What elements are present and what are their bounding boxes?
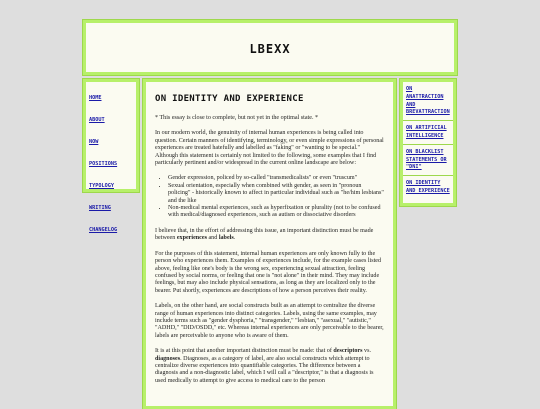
text-span: vs.	[362, 348, 371, 355]
draft-note: * This essay is close to complete, but not yet in the optimal state. *	[155, 115, 319, 121]
list-item: • Sexual orientation, especially when combined with gender, as seen in "pronoun policing" - historically known to affect in particular individual such as "he/him lesbians" and the like	[168, 183, 384, 205]
writing-link-blacklist-text[interactable]: ON BLACKLIST STATEMENTS OR "DNI"	[406, 148, 447, 171]
writing-link-anattraction-text[interactable]: ON ANATTRACTION AND BREVATTRACTION	[406, 86, 450, 116]
site-header	[83, 20, 457, 75]
writing-link-ai[interactable]	[406, 125, 450, 141]
text-span: It is at this point that another important distinction must be made: that of	[155, 348, 334, 355]
nav-link-home[interactable]: HOME	[89, 95, 102, 101]
nav-item-home[interactable]	[89, 86, 133, 104]
nav-link-about[interactable]: ABOUT	[89, 117, 105, 123]
divider	[403, 144, 453, 145]
nav-item-typology[interactable]	[89, 174, 133, 192]
text-span: I believe that, in the effort of addressing this issue, an important distinction must be made between	[155, 227, 374, 242]
nav-link-writing[interactable]: WRITING	[89, 205, 111, 211]
writing-link-ai-text[interactable]: ON ARTIFICIAL INTELLIGENCE	[406, 125, 447, 139]
examples-list	[155, 175, 384, 219]
left-sidebar	[83, 79, 139, 233]
nav-item-about[interactable]	[89, 108, 133, 126]
list-item: • Gender expression, policed by so-called "transmedicalists" or even "truscum"	[168, 175, 384, 182]
nav-link-typology[interactable]: TYPOLOGY	[89, 183, 114, 189]
site-title: LBEXX	[249, 42, 291, 56]
bold-term-diagnoses: diagnoses	[155, 355, 181, 362]
nav-link-now[interactable]: NOW	[89, 139, 99, 145]
intro-paragraph: In our modern world, the genuinity of internal human experiences is being called into question. Certain manners of identifying, terminology, or even simple expressions of personal experiences are treated hatefully and labelled as "faking" or "wanting to be special." Although this statement is certainly not limited to the following, some examples that I find particularly pertinent and/or widespread in the current online landscape are below:	[155, 130, 384, 167]
page-title: ON IDENTITY AND EXPERIENCE	[155, 94, 304, 104]
nav-link-changelog[interactable]: CHANGELOG	[89, 227, 118, 233]
writing-link-anattraction[interactable]	[406, 86, 450, 117]
descriptors-paragraph	[155, 348, 384, 385]
right-sidebar	[400, 79, 456, 206]
bold-term-labels: labels	[218, 235, 234, 242]
divider	[403, 120, 453, 121]
text-span: .	[233, 235, 236, 242]
labels-paragraph: Labels, on the other hand, are social constructs built as an attempt to centralize the diverse range of human experiences into distinct categories. Labels, using the same examples, may include terms such as "gender dysphoria," "transgender," "lesbian," "asexual," "autistic," "ADHD," "DID/OSDD," etc. Whereas internal experiences are only perceivable to the bearer, labels are perceivable to anyone who is aware of them.	[155, 303, 384, 339]
writing-link-blacklist[interactable]	[406, 149, 450, 172]
nav-item-now[interactable]	[89, 130, 133, 148]
writing-link-identity-text[interactable]: ON IDENTITY AND EXPERIENCE	[406, 180, 450, 194]
nav-link-positions[interactable]: POSITIONS	[89, 161, 118, 167]
writing-link-identity[interactable]	[406, 180, 450, 196]
text-span: and	[206, 235, 219, 242]
bold-term-experiences: experiences	[176, 235, 207, 242]
nav-item-writing[interactable]	[89, 196, 133, 214]
bold-term-descriptors: descriptors	[333, 348, 363, 355]
nav-item-changelog[interactable]	[89, 218, 133, 236]
nav-item-positions[interactable]	[89, 152, 133, 170]
main-content	[143, 79, 396, 409]
text-span: . Diagnoses, as a category of label, are also social constructs which attempt to centralize diverse experiences into quantifiable categories. The difference between a diagnosis and a non-diagnostic label, which I will call a "descriptor," is that a diagnosis is used medically to attempt to give access to medical care to the person	[155, 355, 374, 384]
divider	[403, 175, 453, 176]
experiences-paragraph: For the purposes of this statement, internal human experiences are only known fully to the person who experiences them. Examples of experiences include, for the example cases listed above, feeling like one's body is the wrong sex, experiencing sexual attraction, feeling confused by social norms, or feeling that one is "not alone" in their mind. They may include feelings, but may also include physical sensations, as long as they are localized only to the bearer. Put shortly, experiences are descriptions of how a person perceives their reality.	[155, 250, 382, 294]
list-item: • Non-medical mental experiences, such as hyperfixation or plurality (not to be confused with medical/diagnosed experiences, such as autism or dissociative disorders	[168, 205, 384, 220]
distinction-paragraph	[155, 228, 384, 243]
